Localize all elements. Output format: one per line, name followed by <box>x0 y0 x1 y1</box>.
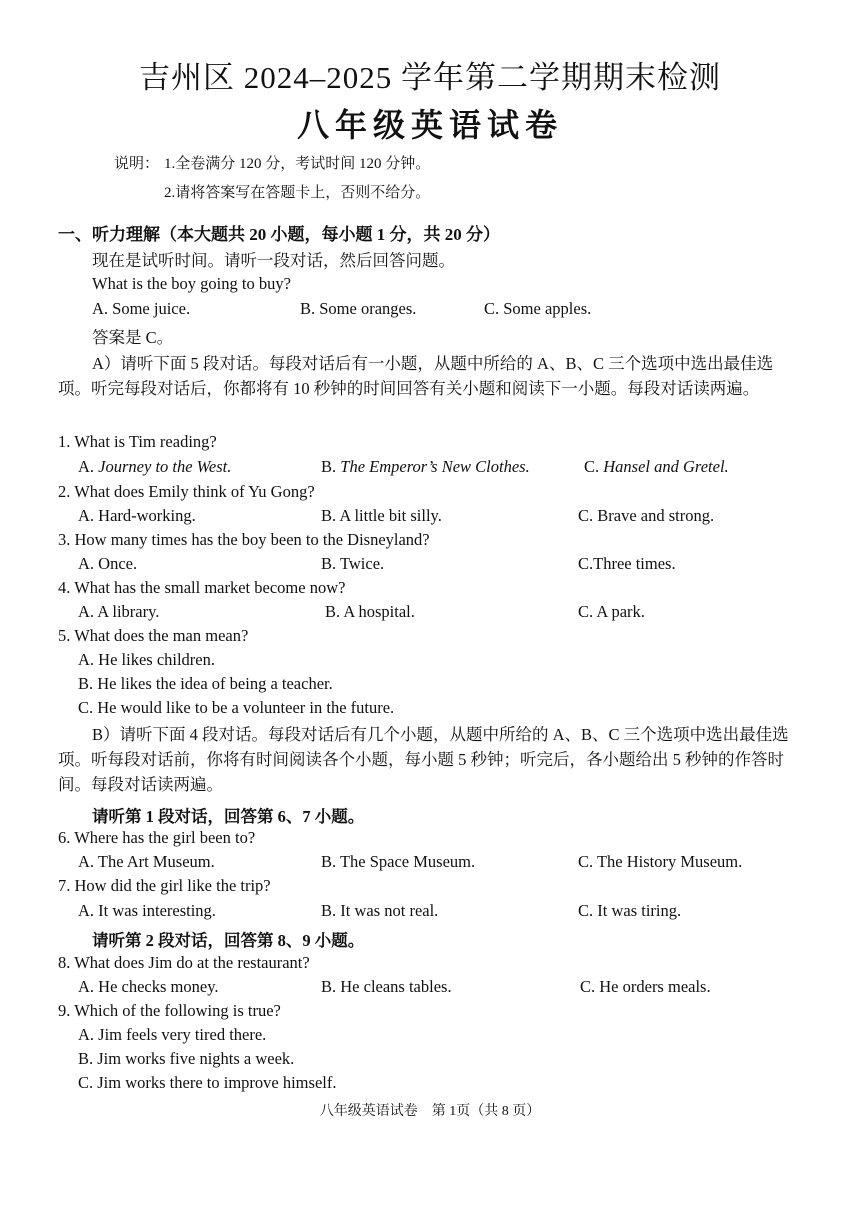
option-6c: C. The History Museum. <box>578 852 743 871</box>
option-9b: B. Jim works five nights a week. <box>78 1049 295 1068</box>
option-4a: A. A library. <box>78 602 160 621</box>
question-8: 8. What does Jim do at the restaurant? <box>58 953 310 972</box>
instruction-1: 1.全卷满分 120 分，考试时间 120 分钟。 <box>164 156 431 172</box>
option-text: Journey to the West. <box>98 457 232 476</box>
part-b-instructions: B）请听下面 4 段对话。每段对话后有几个小题，从题中所给的 A、B、C 三个选项中选出最佳选项。听每段对话前，你将有时间阅读各个小题，每小题 5 秒钟；听完后，各小题给出 5 秒钟的作答时间。每段对话读两遍。 <box>58 725 789 794</box>
option-6b: B. The Space Museum. <box>321 852 476 871</box>
trial-intro: 现在是试听时间。请听一段对话，然后回答问题。 <box>92 251 455 270</box>
dialog-1-heading: 请听第 1 段对话，回答第 6、7 小题。 <box>92 807 365 826</box>
option-4b: B. A hospital. <box>325 602 415 621</box>
trial-option-a: A. Some juice. <box>92 299 191 318</box>
trial-answer: 答案是 C。 <box>92 328 174 347</box>
option-2b: B. A little bit silly. <box>321 506 442 525</box>
option-8a: A. He checks money. <box>78 977 219 996</box>
option-3c: C.Three times. <box>578 554 676 573</box>
exam-subtitle: 八年级英语试卷 <box>296 107 563 143</box>
option-9a: A. Jim feels very tired there. <box>78 1025 267 1044</box>
option-label: C. <box>584 457 604 476</box>
section-heading: 一、听力理解（本大题共 20 小题，每小题 1 分，共 20 分） <box>58 225 500 244</box>
option-1a <box>78 457 231 477</box>
question-4: 4. What has the small market become now? <box>58 578 346 597</box>
question-3: 3. How many times has the boy been to the Disneyland? <box>58 530 430 549</box>
option-3a: A. Once. <box>78 554 138 573</box>
option-8c: C. He orders meals. <box>580 977 711 996</box>
option-7b: B. It was not real. <box>321 901 439 920</box>
option-1b <box>321 457 530 477</box>
question-9: 9. Which of the following is true? <box>58 1001 281 1020</box>
instructions-label: 说明： <box>114 156 160 172</box>
trial-option-b: B. Some oranges. <box>300 299 417 318</box>
instruction-2: 2.请将答案写在答题卡上，否则不给分。 <box>164 185 431 201</box>
option-1c <box>584 457 729 477</box>
question-2: 2. What does Emily think of Yu Gong? <box>58 482 315 501</box>
dialog-2-heading: 请听第 2 段对话，回答第 8、9 小题。 <box>92 931 365 950</box>
exam-title: 吉州区 2024–2025 学年第二学期期末检测 <box>139 60 721 95</box>
option-7a: A. It was interesting. <box>78 901 216 920</box>
option-text: The Emperor’s New Clothes. <box>340 457 530 476</box>
trial-option-c: C. Some apples. <box>484 299 592 318</box>
option-2c: C. Brave and strong. <box>578 506 715 525</box>
option-5b: B. He likes the idea of being a teacher. <box>78 674 333 693</box>
option-5a: A. He likes children. <box>78 650 216 669</box>
question-1: 1. What is Tim reading? <box>58 432 217 451</box>
option-8b: B. He cleans tables. <box>321 977 452 996</box>
page-footer: 八年级英语试卷 第 1页（共 8 页） <box>319 1104 541 1119</box>
option-6a: A. The Art Museum. <box>78 852 215 871</box>
question-7: 7. How did the girl like the trip? <box>58 876 271 895</box>
option-label: A. <box>78 457 99 476</box>
question-6: 6. Where has the girl been to? <box>58 828 256 847</box>
option-text: Hansel and Gretel. <box>603 457 729 476</box>
option-4c: C. A park. <box>578 602 645 621</box>
option-9c: C. Jim works there to improve himself. <box>78 1073 337 1092</box>
option-2a: A. Hard-working. <box>78 506 196 525</box>
option-label: B. <box>321 457 341 476</box>
trial-question: What is the boy going to buy? <box>92 274 291 293</box>
part-a-instructions: A）请听下面 5 段对话。每段对话后有一小题，从题中所给的 A、B、C 三个选项中选出最佳选项。听完每段对话后，你都将有 10 秒钟的时间回答有关小题和阅读下一小题。每段对话读两遍。 <box>58 354 774 398</box>
option-3b: B. Twice. <box>321 554 385 573</box>
question-5: 5. What does the man mean? <box>58 626 249 645</box>
option-5c: C. He would like to be a volunteer in the future. <box>78 698 395 717</box>
option-7c: C. It was tiring. <box>578 901 682 920</box>
